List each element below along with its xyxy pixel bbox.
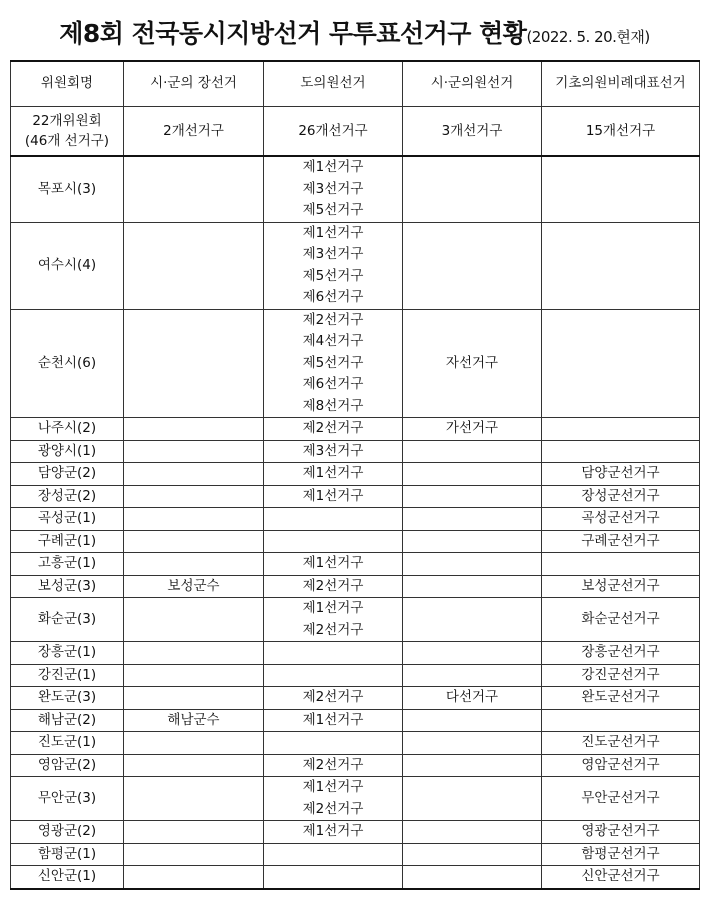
- cell-mayor: [124, 687, 264, 710]
- cell-council: [403, 732, 542, 755]
- cell-provincial: [264, 598, 403, 642]
- cell-mayor: [124, 418, 264, 441]
- cell-mayor: [124, 508, 264, 531]
- cell-council: [403, 777, 542, 821]
- cell-provincial: [264, 156, 403, 222]
- table-row: [11, 709, 700, 732]
- cell-provincial: [264, 664, 403, 687]
- cell-council: [403, 598, 542, 642]
- cell-committee: 완도군(3): [11, 687, 124, 710]
- table-row: [11, 530, 700, 553]
- table-row: [11, 222, 700, 309]
- cell-committee: 영암군(2): [11, 754, 124, 777]
- provincial-district: 제6선거구: [302, 376, 364, 392]
- cell-provincial: [264, 553, 403, 576]
- cell-mayor: [124, 440, 264, 463]
- table-row: [11, 418, 700, 441]
- cell-provincial: [264, 222, 403, 309]
- cell-proportional: 강진군선거구: [542, 664, 700, 687]
- cell-provincial: [264, 575, 403, 598]
- table-row: [11, 821, 700, 844]
- cell-mayor: [124, 664, 264, 687]
- cell-proportional: 함평군선거구: [542, 843, 700, 866]
- cell-committee: 목포시(3): [11, 156, 124, 222]
- cell-council: 다선거구: [403, 687, 542, 710]
- cell-proportional: 완도군선거구: [542, 687, 700, 710]
- table-row: [11, 508, 700, 531]
- cell-mayor: [124, 530, 264, 553]
- cell-committee: 보성군(3): [11, 575, 124, 598]
- table-row: [11, 687, 700, 710]
- provincial-district: 제5선거구: [302, 354, 364, 371]
- cell-council: [403, 485, 542, 508]
- header-committee: 위원회명: [11, 61, 124, 107]
- cell-proportional: 담양군선거구: [542, 463, 700, 486]
- cell-committee: 나주시(2): [11, 418, 124, 441]
- cell-mayor: 해남군수: [124, 709, 264, 732]
- cell-proportional: [542, 222, 700, 309]
- cell-council: [403, 440, 542, 463]
- summary-row: [11, 107, 700, 157]
- provincial-district: 제3선거구: [302, 246, 364, 262]
- cell-proportional: [542, 156, 700, 222]
- cell-provincial: [264, 642, 403, 665]
- cell-proportional: 영광군선거구: [542, 821, 700, 844]
- cell-proportional: [542, 709, 700, 732]
- cell-council: [403, 709, 542, 732]
- summary-committee-line1: 22개위원회: [32, 113, 102, 129]
- table-row: [11, 598, 700, 642]
- cell-committee: 고흥군(1): [11, 553, 124, 576]
- cell-mayor: [124, 309, 264, 418]
- cell-proportional: 무안군선거구: [542, 777, 700, 821]
- cell-committee: 화순군(3): [11, 598, 124, 642]
- summary-proportional: 15개선거구: [542, 107, 700, 157]
- cell-committee: 장성군(2): [11, 485, 124, 508]
- table-row: [11, 866, 700, 889]
- table-row: [11, 843, 700, 866]
- cell-provincial: [264, 418, 403, 441]
- cell-council: [403, 866, 542, 889]
- cell-council: [403, 156, 542, 222]
- cell-provincial: [264, 440, 403, 463]
- cell-council: [403, 463, 542, 486]
- cell-mayor: [124, 598, 264, 642]
- cell-provincial: [264, 821, 403, 844]
- cell-mayor: [124, 222, 264, 309]
- cell-mayor: [124, 866, 264, 889]
- cell-provincial: [264, 754, 403, 777]
- cell-proportional: 신안군선거구: [542, 866, 700, 889]
- header-mayor: 시·군의 장선거: [124, 61, 264, 107]
- cell-provincial: [264, 687, 403, 710]
- cell-provincial: [264, 309, 403, 418]
- date-note: (2022. 5. 20.현재): [526, 28, 650, 46]
- provincial-district: 제1선거구: [302, 711, 364, 728]
- cell-committee: 구례군(1): [11, 530, 124, 553]
- cell-mayor: [124, 553, 264, 576]
- cell-proportional: 진도군선거구: [542, 732, 700, 755]
- cell-mayor: [124, 642, 264, 665]
- cell-council: [403, 664, 542, 687]
- cell-proportional: 화순군선거구: [542, 598, 700, 642]
- document-title: [0, 14, 709, 50]
- cell-committee: 강진군(1): [11, 664, 124, 687]
- cell-mayor: [124, 732, 264, 755]
- provincial-district: 제1선거구: [302, 600, 364, 616]
- provincial-district: 제1선거구: [302, 224, 364, 241]
- cell-provincial: [264, 709, 403, 732]
- provincial-district: 제5선거구: [302, 202, 364, 218]
- header-proportional: 기초의원비례대표선거: [542, 61, 700, 107]
- provincial-district: 제3선거구: [302, 180, 364, 197]
- cell-committee: 장흥군(1): [11, 642, 124, 665]
- summary-mayor: 2개선거구: [124, 107, 264, 157]
- table-row: [11, 664, 700, 687]
- cell-council: [403, 222, 542, 309]
- provincial-district: 제2선거구: [302, 420, 364, 436]
- header-provincial: 도의원선거: [264, 61, 403, 107]
- cell-proportional: [542, 418, 700, 441]
- table-row: [11, 732, 700, 755]
- provincial-district: 제8선거구: [302, 397, 364, 414]
- cell-mayor: 보성군수: [124, 575, 264, 598]
- cell-council: [403, 553, 542, 576]
- cell-council: [403, 821, 542, 844]
- cell-proportional: 보성군선거구: [542, 575, 700, 598]
- cell-proportional: 영암군선거구: [542, 754, 700, 777]
- cell-provincial: [264, 508, 403, 531]
- provincial-district: 제2선거구: [302, 800, 364, 817]
- cell-proportional: 구례군선거구: [542, 530, 700, 553]
- cell-mayor: [124, 843, 264, 866]
- provincial-district: 제1선거구: [302, 779, 364, 795]
- cell-committee: 담양군(2): [11, 463, 124, 486]
- cell-council: 자선거구: [403, 309, 542, 418]
- cell-proportional: 장흥군선거구: [542, 642, 700, 665]
- cell-committee: 신안군(1): [11, 866, 124, 889]
- provincial-district: 제1선거구: [302, 487, 364, 504]
- cell-council: 가선거구: [403, 418, 542, 441]
- table-row: [11, 309, 700, 418]
- cell-committee: 곡성군(1): [11, 508, 124, 531]
- cell-mayor: [124, 821, 264, 844]
- cell-mayor: [124, 485, 264, 508]
- cell-council: [403, 642, 542, 665]
- cell-provincial: [264, 463, 403, 486]
- summary-committee: [11, 107, 124, 157]
- cell-proportional: [542, 440, 700, 463]
- table-row: [11, 440, 700, 463]
- summary-council: 3개선거구: [403, 107, 542, 157]
- provincial-district: 제3선거구: [302, 442, 364, 459]
- cell-council: [403, 575, 542, 598]
- cell-committee: 해남군(2): [11, 709, 124, 732]
- cell-provincial: [264, 485, 403, 508]
- cell-mayor: [124, 156, 264, 222]
- provincial-district: 제2선거구: [302, 756, 364, 773]
- cell-proportional: [542, 553, 700, 576]
- cell-committee: 무안군(3): [11, 777, 124, 821]
- provincial-district: 제1선거구: [302, 823, 364, 839]
- provincial-district: 제1선거구: [302, 159, 364, 175]
- cell-provincial: [264, 866, 403, 889]
- cell-provincial: [264, 732, 403, 755]
- provincial-district: 제2선거구: [302, 689, 364, 705]
- cell-mayor: [124, 777, 264, 821]
- uncontested-districts-table: [10, 60, 700, 890]
- cell-proportional: [542, 309, 700, 418]
- table-row: [11, 777, 700, 821]
- cell-committee: 여수시(4): [11, 222, 124, 309]
- cell-committee: 순천시(6): [11, 309, 124, 418]
- header-row: [11, 61, 700, 107]
- cell-committee: 광양시(1): [11, 440, 124, 463]
- provincial-district: 제2선거구: [302, 311, 364, 328]
- cell-proportional: 장성군선거구: [542, 485, 700, 508]
- provincial-district: 제2선거구: [302, 621, 364, 638]
- cell-committee: 진도군(1): [11, 732, 124, 755]
- table-row: [11, 156, 700, 222]
- provincial-district: 제1선거구: [302, 555, 364, 571]
- cell-council: [403, 508, 542, 531]
- table-row: [11, 553, 700, 576]
- cell-provincial: [264, 777, 403, 821]
- cell-mayor: [124, 754, 264, 777]
- cell-committee: 영광군(2): [11, 821, 124, 844]
- provincial-district: 제4선거구: [302, 333, 364, 349]
- summary-committee-line2: (46개 선거구): [24, 133, 110, 149]
- cell-provincial: [264, 530, 403, 553]
- cell-council: [403, 530, 542, 553]
- table-row: [11, 642, 700, 665]
- table-row: [11, 754, 700, 777]
- header-council: 시·군의원선거: [403, 61, 542, 107]
- title-text: 제8회 전국동시지방선거 무투표선거구 현황: [59, 19, 527, 48]
- provincial-district: 제5선거구: [302, 267, 364, 284]
- provincial-district: 제1선거구: [302, 465, 364, 481]
- provincial-district: 제6선거구: [302, 289, 364, 305]
- cell-provincial: [264, 843, 403, 866]
- table-row: [11, 575, 700, 598]
- cell-committee: 함평군(1): [11, 843, 124, 866]
- table-row: [11, 463, 700, 486]
- summary-provincial: 26개선거구: [264, 107, 403, 157]
- provincial-district: 제2선거구: [302, 577, 364, 594]
- cell-mayor: [124, 463, 264, 486]
- cell-council: [403, 843, 542, 866]
- table-row: [11, 485, 700, 508]
- cell-council: [403, 754, 542, 777]
- cell-proportional: 곡성군선거구: [542, 508, 700, 531]
